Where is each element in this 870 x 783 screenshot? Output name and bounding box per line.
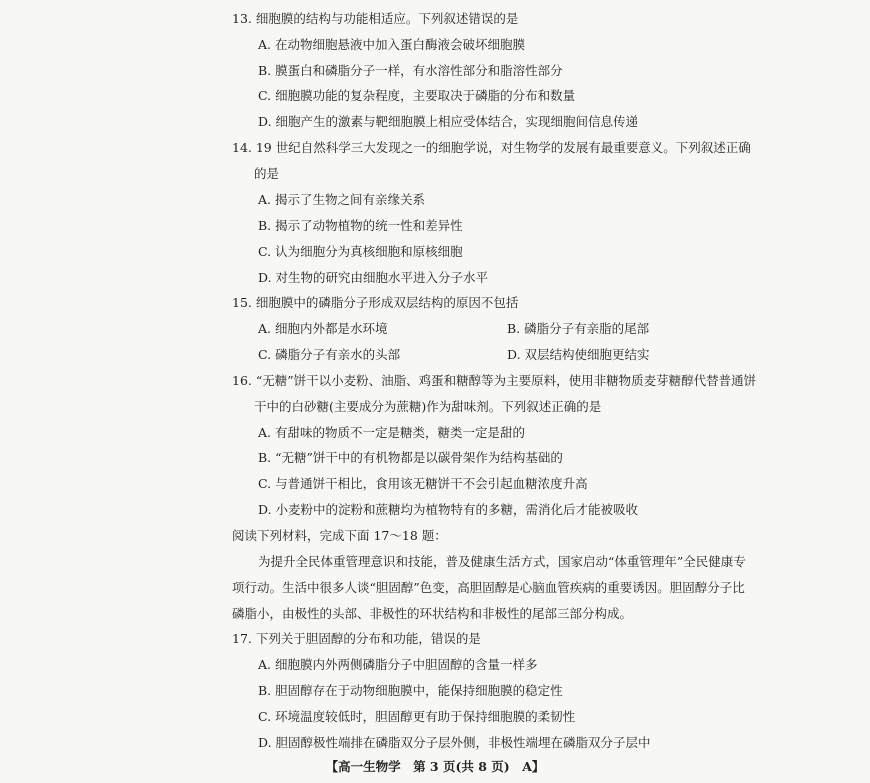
material-line2: 项行动。生活中很多人谈“胆固醇”色变，高胆固醇是心脑血管疾病的重要诱因。胆固醇分子比 <box>232 580 745 595</box>
q13-option-d: D. 细胞产生的激素与靶细胞膜上相应受体结合，实现细胞间信息传递 <box>258 114 639 129</box>
q14-option-d: D. 对生物的研究由细胞水平进入分子水平 <box>258 270 489 285</box>
q16-option-b: B. “无糖”饼干中的有机物都是以碳骨架作为结构基础的 <box>258 450 563 465</box>
q16-stem-line2: 干中的白砂糖(主要成分为蔗糖)作为甜味剂。下列叙述正确的是 <box>254 399 602 414</box>
q14-option-b: B. 揭示了动物植物的统一性和差异性 <box>258 218 463 233</box>
q16-stem-line1: 16. “无糖”饼干以小麦粉、油脂、鸡蛋和糖醇等为主要原料，使用非糖物质麦芽糖醇代替普通饼 <box>232 373 757 388</box>
q13-option-c: C. 细胞膜功能的复杂程度，主要取决于磷脂的分布和数量 <box>258 88 576 103</box>
q14-option-a: A. 揭示了生物之间有亲缘关系 <box>258 192 425 207</box>
q15-stem: 15. 细胞膜中的磷脂分子形成双层结构的原因不包括 <box>232 295 519 310</box>
q16-option-a: A. 有甜味的物质不一定是糖类，糖类一定是甜的 <box>258 425 525 440</box>
material-line3: 磷脂小，由极性的头部、非极性的环状结构和非极性的尾部三部分构成。 <box>232 606 633 621</box>
q17-option-b: B. 胆固醇存在于动物细胞膜中，能保持细胞膜的稳定性 <box>258 683 563 698</box>
q17-option-a: A. 细胞膜内外两侧磷脂分子中胆固醇的含量一样多 <box>258 657 538 672</box>
material-line1: 为提升全民体重管理意识和技能，普及健康生活方式，国家启动“体重管理年”全民健康专 <box>258 554 746 569</box>
page-footer: 【高一生物学 第 3 页(共 8 页) A】 <box>325 759 545 774</box>
q15-option-c: C. 磷脂分子有亲水的头部 <box>258 347 401 362</box>
q13-option-b: B. 膜蛋白和磷脂分子一样，有水溶性部分和脂溶性部分 <box>258 63 563 78</box>
q14-stem-line2: 的是 <box>254 166 280 181</box>
q14-stem-line1: 14. 19 世纪自然科学三大发现之一的细胞学说，对生物学的发展有最重要意义。下列叙述正确 <box>232 140 751 155</box>
q16-option-c: C. 与普通饼干相比，食用该无糖饼干不会引起血糖浓度升高 <box>258 476 588 491</box>
q14-option-c: C. 认为细胞分为真核细胞和原核细胞 <box>258 244 463 259</box>
q15-option-b: B. 磷脂分子有亲脂的尾部 <box>507 321 650 336</box>
q17-option-c: C. 环境温度较低时，胆固醇更有助于保持细胞膜的柔韧性 <box>258 709 576 724</box>
q17-stem: 17. 下列关于胆固醇的分布和功能，错误的是 <box>232 631 481 646</box>
q17-option-d: D. 胆固醇极性端排在磷脂双分子层外侧，非极性端埋在磷脂双分子层中 <box>258 735 651 750</box>
q13-stem: 13. 细胞膜的结构与功能相适应。下列叙述错误的是 <box>232 11 519 26</box>
q13-option-a: A. 在动物细胞悬液中加入蛋白酶液会破坏细胞膜 <box>258 37 525 52</box>
q15-option-a: A. 细胞内外都是水环境 <box>258 321 388 336</box>
q16-option-d: D. 小麦粉中的淀粉和蔗糖均为植物特有的多糖，需消化后才能被吸收 <box>258 502 639 517</box>
q15-option-d: D. 双层结构使细胞更结实 <box>507 347 650 362</box>
material-intro: 阅读下列材料，完成下面 17～18 题： <box>232 528 447 543</box>
